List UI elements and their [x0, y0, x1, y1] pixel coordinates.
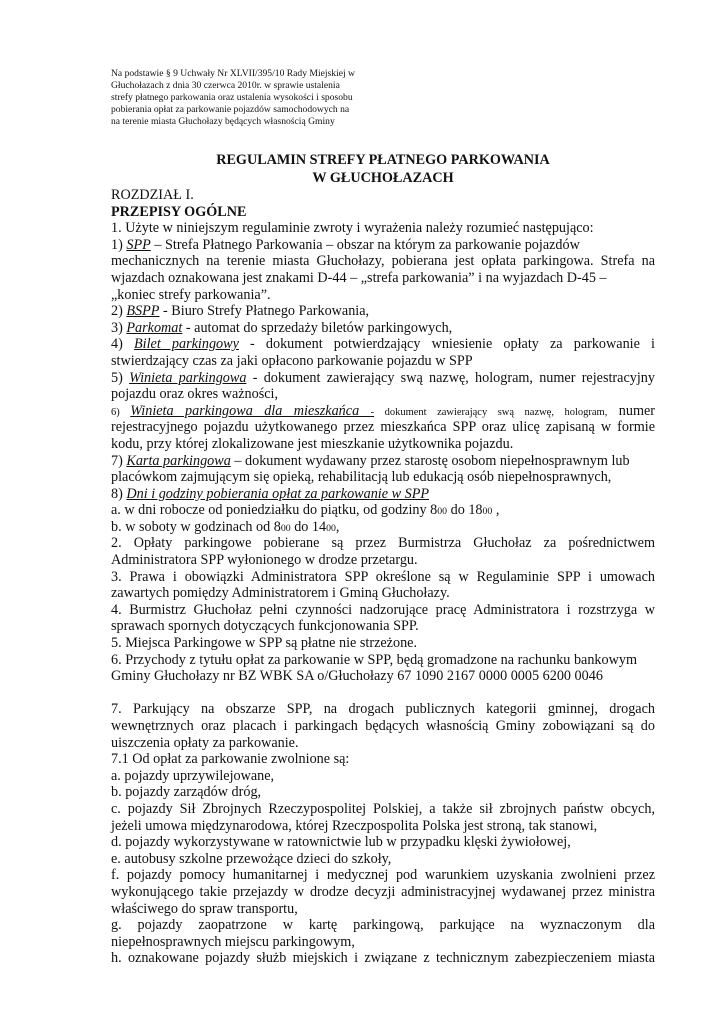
- definition-text: dokument zawierający swą nazwę, hologram,: [374, 406, 608, 418]
- item-number: 2): [111, 303, 127, 320]
- minutes: 00: [437, 506, 448, 518]
- note-line: Głuchołazach z dnia 30 czerwca 2010r. w sprawie ustalenia: [111, 80, 340, 91]
- definition-text: rejestracyjnego pojazdu użytkowanego przez mieszkańca SPP oraz ulicę zapisaną w formie: [111, 419, 655, 436]
- paragraph-7-1: 7.1 Od opłat za parkowanie zwolnione są:: [111, 751, 350, 768]
- exemption-b: b. pojazdy zarządów dróg,: [111, 784, 262, 801]
- definition-winieta-mieszkanca: [111, 403, 655, 420]
- document-title: REGULAMIN STREFY PŁATNEGO PARKOWANIA: [216, 152, 550, 168]
- paragraph-7-cont: uiszczenia opłaty za parkowanie.: [111, 734, 299, 751]
- paragraph-2: 2. Opłaty parkingowe pobierane są przez Burmistrza Głuchołaz za pośrednictwem: [111, 535, 655, 552]
- hours-weekdays: [111, 502, 655, 519]
- definition-winieta: [111, 370, 655, 387]
- exemption-e: e. autobusy szkolne przewożące dzieci do szkoły,: [111, 850, 392, 867]
- hours-text: do 18: [447, 502, 483, 519]
- paragraph-7: 7. Parkujący na obszarze SPP, na drogach publicznych kategorii gminnej, drogach: [111, 701, 655, 718]
- minutes: 00: [326, 522, 336, 534]
- item-number: 5): [111, 369, 130, 386]
- exemption-f: f. pojazdy pomocy humanitarnej i medycznej pod warunkiem uzyskania zwolnieni przez: [111, 867, 655, 884]
- definition-text: - automat do sprzedaży biletów parkingowych,: [182, 319, 453, 336]
- term-bilet-parkingowy: Bilet parkingowy: [133, 336, 239, 353]
- minutes: 00: [482, 506, 493, 518]
- hours-text: b. w soboty w godzinach od 8: [111, 518, 281, 535]
- exemption-a: a. pojazdy uprzywilejowane,: [111, 767, 275, 784]
- definition-text: mechanicznych na terenie miasta Głuchołazy, pobierana jest opłata parkingowa. Strefa na: [111, 253, 655, 270]
- definition-text: stwierdzający czas za jaki opłacono parkowanie pojazdu w SPP: [111, 352, 473, 369]
- document-body: [111, 187, 655, 967]
- item-number: 7): [111, 452, 127, 469]
- definition-text: placówkom zajmującym się opieką, rehabilitacją lub edukacją osób niepełnosprawnych,: [111, 469, 612, 486]
- minutes: 00: [280, 522, 291, 534]
- note-line: strefy płatnego parkowania oraz ustalenia wysokości i sposobu: [111, 92, 353, 103]
- paragraph-7-cont: wewnętrznych oraz placach i parkingach będących własnością Gminy zobowiązani są do: [111, 718, 655, 734]
- exemption-c: c. pojazdy Sił Zbrojnych Rzeczypospolitej Polskiej, a także sił zbrojnych państw obcych,: [111, 800, 655, 817]
- definition-text: kodu, przy której zlokalizowane jest mieszkanie użytkownika pojazdu.: [111, 435, 514, 452]
- term-dni-i-godziny: Dni i godziny pobierania opłat za parkowanie w SPP: [126, 485, 430, 502]
- definition-text: numer: [607, 402, 655, 419]
- legal-basis-note: [111, 68, 381, 128]
- definition-text: „koniec strefy parkowania”.: [111, 286, 271, 303]
- definition-parkomat: [111, 320, 655, 337]
- note-line: Na podstawie § 9 Uchwały Nr XLVII/395/10 Rady Miejskiej w: [111, 68, 355, 79]
- note-line: pobierania opłat za parkowanie pojazdów samochodowych na: [111, 104, 350, 115]
- definition-text: - Biuro Strefy Płatnego Parkowania,: [159, 303, 370, 320]
- paragraph-6-account: Gminy Głuchołazy nr BZ WBK SA o/Głuchołazy 67 1090 2167 0000 0005 6200 0046: [111, 668, 603, 685]
- paragraph-3: 3. Prawa i obowiązki Administratora SPP określone są w Regulaminie SPP i umowach: [111, 568, 655, 585]
- item-number: 3): [111, 319, 127, 336]
- note-line: na terenie miasta Głuchołazy będących własnością Gminy: [111, 116, 335, 127]
- term-winieta-parkingowa: Winieta parkingowa: [129, 369, 247, 386]
- item-number: 8): [111, 485, 127, 502]
- paragraph-4: 4. Burmistrz Głuchołaz pełni czynności nadzorujące pracę Administratora i rozstrzyga w: [111, 601, 655, 618]
- definition-text: – Strefa Płatnego Parkowania – obszar na którym za parkowanie pojazdów: [150, 236, 580, 253]
- term-karta-parkingowa: Karta parkingowa: [126, 452, 231, 469]
- paragraph-6: 6. Przychody z tytułu opłat za parkowanie w SPP, będą gromadzone na rachunku bankowym: [111, 651, 637, 668]
- item-number: 6): [111, 406, 131, 418]
- definition-text: – dokument wydawany przez starostę osobom niepełnosprawnym lub: [230, 452, 630, 469]
- document-subtitle: W GŁUCHOŁAZACH: [312, 170, 454, 186]
- definition-bilet: [111, 336, 655, 353]
- definition-hours: [111, 486, 655, 503]
- definition-text: - dokument potwierdzający wniesienie opłaty za parkowanie i: [238, 336, 655, 353]
- paragraph-2-cont: Administratora SPP wyłonionego w drodze przetargu.: [111, 552, 418, 569]
- paragraph-4-cont: sprawach spornych dotyczących funkcjonowania SPP.: [111, 618, 419, 635]
- exemption-h: h. oznakowane pojazdy służb miejskich i związane z technicznym zabezpieczeniem miasta: [111, 950, 655, 967]
- term-text: Winieta parkingowa dla mieszkańca: [130, 402, 371, 419]
- hours-text: do 14: [290, 518, 327, 535]
- item-number: 1): [111, 236, 127, 253]
- chapter-title: PRZEPISY OGÓLNE: [111, 203, 247, 220]
- term-winieta-mieszkanca: Winieta parkingowa dla mieszkańca -: [130, 402, 375, 419]
- definition-bspp: [111, 303, 655, 320]
- exemption-f-cont: właściwego do spraw transportu,: [111, 900, 298, 917]
- exemption-g: g. pojazdy zaopatrzone w kartę parkingową, parkujące na wyznaczonym dla: [111, 917, 655, 934]
- definition-karta: [111, 453, 655, 470]
- definition-text: wjazdach oznakowana jest znakami D-44 – „strefa parkowania” i na wyjazdach D-45 –: [111, 269, 607, 286]
- chapter-number: ROZDZIAŁ I.: [111, 187, 194, 203]
- hours-text: a. w dni robocze od poniedziałku do piątku, od godziny 8: [111, 502, 438, 519]
- hours-saturday: [111, 519, 655, 536]
- definition-text: pojazdu oraz okres ważności,: [111, 386, 279, 403]
- paragraph-1: 1. Użyte w niniejszym regulaminie zwroty i wyrażenia należy rozumieć następująco:: [111, 220, 594, 237]
- item-number: 4): [111, 336, 134, 353]
- paragraph-3-cont: zawartych pomiędzy Administratorem i Gminą Głuchołazy.: [111, 585, 450, 602]
- definition-text: - dokument zawierający swą nazwę, hologram, numer rejestracyjny: [246, 369, 655, 386]
- definition-spp: [111, 237, 655, 254]
- hours-text: ,: [335, 518, 340, 535]
- term-parkomat: Parkomat: [126, 319, 183, 336]
- exemption-d: d. pojazdy wykorzystywane w ratownictwie lub w przypadku klęski żywiołowej,: [111, 834, 571, 851]
- exemption-c-cont: jeżeli umowa międzynarodowa, której Rzeczpospolita Polska jest stroną, tak stanowi,: [111, 817, 598, 834]
- blank-line: [111, 685, 655, 702]
- exemption-g-cont: niepełnosprawnych miejscu parkingowym,: [111, 933, 355, 950]
- term-spp: SPP: [126, 236, 151, 253]
- exemption-f-cont: wykonującego takie przejazdy w drodze decyzji administracyjnej wydawanej przez ministra: [111, 883, 655, 900]
- term-bspp: BSPP: [126, 303, 160, 320]
- paragraph-5: 5. Miejsca Parkingowe w SPP są płatne nie strzeżone.: [111, 635, 418, 652]
- hours-text: ,: [492, 502, 500, 519]
